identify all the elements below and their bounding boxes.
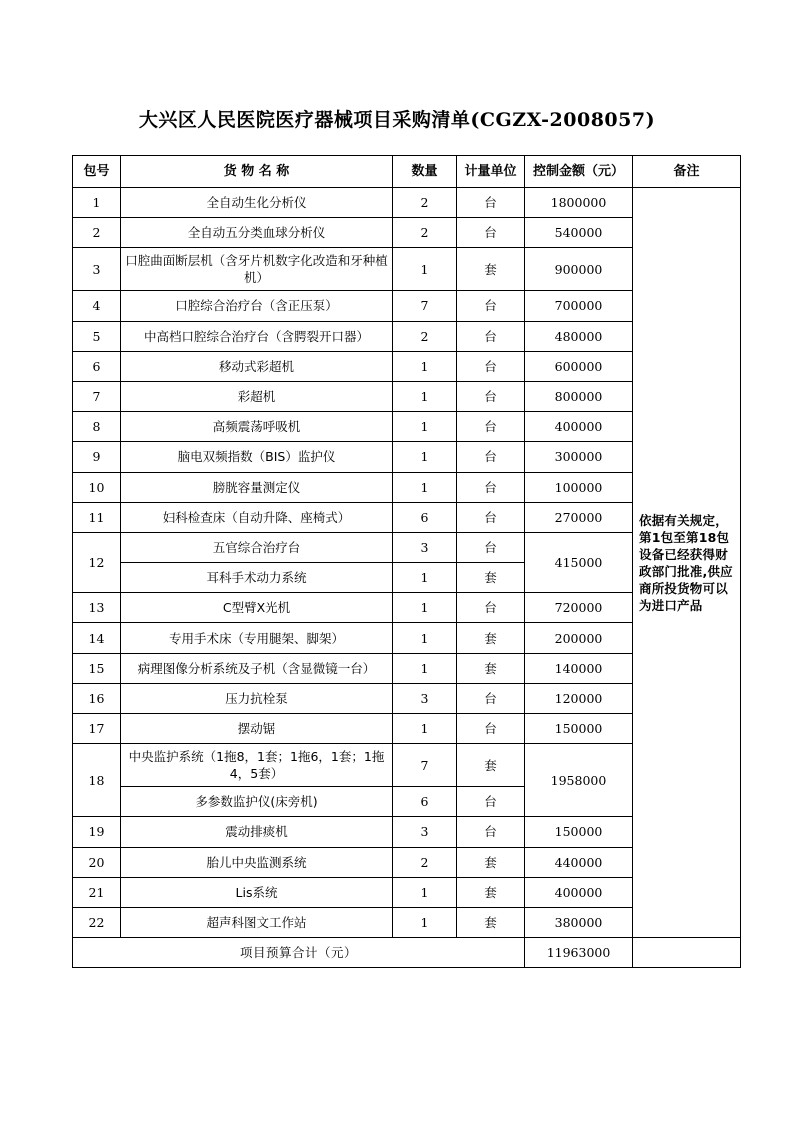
goods-name: 脑电双频指数（BIS）监护仪 [121,442,393,472]
goods-name: 中高档口腔综合治疗台（含腭裂开口器） [121,321,393,351]
package-number: 5 [73,321,121,351]
control-amount: 380000 [525,907,633,937]
quantity: 1 [393,623,457,653]
package-number: 1 [73,188,121,218]
control-amount: 150000 [525,817,633,847]
procurement-table [72,155,741,968]
quantity: 2 [393,188,457,218]
goods-name: 病理图像分析系统及子机（含显微镜一台） [121,653,393,683]
control-amount: 100000 [525,472,633,502]
unit: 台 [457,351,525,381]
page-title: 大兴区人民医院医疗器械项目采购清单(CGZX-2008057) [138,109,656,131]
goods-name: 压力抗栓泵 [121,683,393,713]
unit: 台 [457,683,525,713]
quantity: 3 [393,817,457,847]
quantity: 6 [393,502,457,532]
unit: 台 [457,442,525,472]
header-package: 包号 [73,156,121,188]
control-amount: 900000 [525,248,633,291]
header-remark: 备注 [633,156,741,188]
control-amount: 700000 [525,291,633,321]
unit: 台 [457,714,525,744]
quantity: 2 [393,321,457,351]
package-number: 21 [73,877,121,907]
unit: 台 [457,502,525,532]
quantity: 1 [393,351,457,381]
goods-name: 摆动锯 [121,714,393,744]
package-number: 12 [73,532,121,592]
quantity: 1 [393,248,457,291]
package-number: 3 [73,248,121,291]
control-amount: 440000 [525,847,633,877]
unit: 台 [457,532,525,562]
package-number: 19 [73,817,121,847]
goods-name: 全自动生化分析仪 [121,188,393,218]
control-amount: 400000 [525,412,633,442]
quantity: 7 [393,291,457,321]
goods-name: 妇科检查床（自动升降、座椅式） [121,502,393,532]
unit: 台 [457,472,525,502]
header-row [73,156,741,188]
control-amount: 140000 [525,653,633,683]
unit: 台 [457,593,525,623]
total-row [73,938,741,968]
goods-name: Lis系统 [121,877,393,907]
goods-name: 震动排痰机 [121,817,393,847]
quantity: 2 [393,218,457,248]
unit: 台 [457,218,525,248]
remark-note: 依据有关规定，第1包至第18包设备已经获得财政部门批准,供应商所投货物可以为进口产品 [633,188,741,938]
quantity: 1 [393,472,457,502]
package-number: 17 [73,714,121,744]
package-number: 7 [73,381,121,411]
goods-name: 耳科手术动力系统 [121,563,393,593]
quantity: 1 [393,653,457,683]
unit: 台 [457,188,525,218]
goods-name: 高频震荡呼吸机 [121,412,393,442]
unit: 台 [457,787,525,817]
control-amount: 800000 [525,381,633,411]
goods-name: 中央监护系统（1拖8，1套；1拖6，1套；1拖4，5套） [121,744,393,787]
unit: 套 [457,907,525,937]
unit: 台 [457,412,525,442]
header-amount: 控制金额（元） [525,156,633,188]
control-amount: 1958000 [525,744,633,817]
control-amount: 120000 [525,683,633,713]
control-amount: 270000 [525,502,633,532]
package-number: 6 [73,351,121,381]
control-amount: 1800000 [525,188,633,218]
package-number: 4 [73,291,121,321]
package-number: 14 [73,623,121,653]
table-row [73,188,741,218]
package-number: 13 [73,593,121,623]
unit: 套 [457,877,525,907]
package-number: 22 [73,907,121,937]
goods-name: 超声科图文工作站 [121,907,393,937]
control-amount: 300000 [525,442,633,472]
unit: 台 [457,291,525,321]
quantity: 1 [393,563,457,593]
goods-name: 口腔综合治疗台（含正压泵） [121,291,393,321]
unit: 台 [457,381,525,411]
quantity: 1 [393,442,457,472]
quantity: 1 [393,381,457,411]
quantity: 7 [393,744,457,787]
package-number: 18 [73,744,121,817]
control-amount: 600000 [525,351,633,381]
goods-name: 彩超机 [121,381,393,411]
quantity: 1 [393,907,457,937]
goods-name: 胎儿中央监测系统 [121,847,393,877]
header-unit: 计量单位 [457,156,525,188]
quantity: 3 [393,532,457,562]
control-amount: 540000 [525,218,633,248]
package-number: 10 [73,472,121,502]
quantity: 1 [393,714,457,744]
goods-name: 膀胱容量测定仪 [121,472,393,502]
control-amount: 415000 [525,532,633,592]
unit: 套 [457,847,525,877]
goods-name: 五官综合治疗台 [121,532,393,562]
goods-name: 口腔曲面断层机（含牙片机数字化改造和牙种植机） [121,248,393,291]
goods-name: 移动式彩超机 [121,351,393,381]
unit: 套 [457,744,525,787]
package-number: 11 [73,502,121,532]
quantity: 1 [393,877,457,907]
unit: 套 [457,248,525,291]
total-label: 项目预算合计（元） [73,938,525,968]
goods-name: 全自动五分类血球分析仪 [121,218,393,248]
package-number: 9 [73,442,121,472]
control-amount: 720000 [525,593,633,623]
table-body [73,188,741,968]
quantity: 1 [393,593,457,623]
unit: 台 [457,817,525,847]
header-qty: 数量 [393,156,457,188]
quantity: 3 [393,683,457,713]
unit: 套 [457,653,525,683]
package-number: 8 [73,412,121,442]
quantity: 2 [393,847,457,877]
goods-name: C型臂X光机 [121,593,393,623]
control-amount: 150000 [525,714,633,744]
package-number: 15 [73,653,121,683]
total-amount: 11963000 [525,938,633,968]
goods-name: 多参数监护仪(床旁机) [121,787,393,817]
total-remark-empty [633,938,741,968]
goods-name: 专用手术床（专用腿架、脚架） [121,623,393,653]
quantity: 6 [393,787,457,817]
control-amount: 400000 [525,877,633,907]
quantity: 1 [393,412,457,442]
control-amount: 480000 [525,321,633,351]
control-amount: 200000 [525,623,633,653]
header-goods: 货 物 名 称 [121,156,393,188]
unit: 套 [457,563,525,593]
package-number: 2 [73,218,121,248]
unit: 台 [457,321,525,351]
package-number: 20 [73,847,121,877]
package-number: 16 [73,683,121,713]
unit: 套 [457,623,525,653]
